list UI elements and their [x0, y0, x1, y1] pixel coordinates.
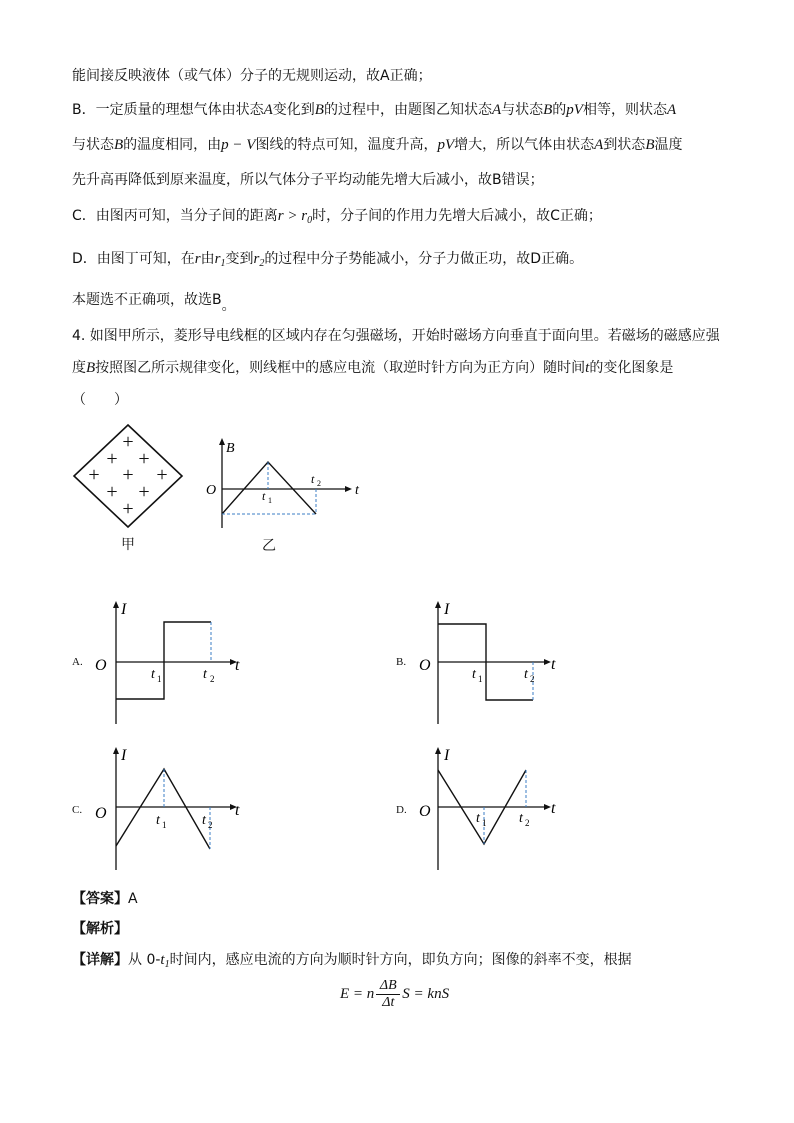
answer-line: 【答案】A — [72, 891, 138, 907]
svg-text:O: O — [95, 657, 107, 674]
question-4-stem: 4. 如图甲所示，菱形导电线框的区域内存在匀强磁场，开始时磁场方向垂直于面向里。若磁场的磁感应强 — [72, 328, 720, 344]
svg-text:t: t — [524, 667, 528, 682]
figure-yi-caption: 乙 — [262, 538, 276, 554]
svg-text:O: O — [95, 805, 107, 822]
svg-text:t: t — [472, 667, 476, 682]
svg-text:t: t — [151, 667, 155, 682]
svg-text:2: 2 — [210, 674, 215, 684]
option-B-graph[interactable] — [414, 596, 574, 728]
field-mark: + — [106, 481, 118, 503]
svg-text:B: B — [226, 441, 235, 456]
svg-text:1: 1 — [268, 496, 272, 505]
svg-text:O: O — [419, 657, 431, 674]
svg-text:1: 1 — [482, 818, 487, 828]
svg-text:t: t — [203, 667, 207, 682]
svg-text:I: I — [444, 601, 450, 618]
svg-text:t: t — [235, 802, 240, 819]
figure-jia-caption: 甲 — [121, 537, 135, 553]
svg-text:2: 2 — [317, 479, 321, 488]
solution-line-C: C．由图丙可知，当分子间的距离$r > r_0$时，分子间的作用力先增大后减小，故C正确； — [72, 208, 602, 226]
svg-text:1: 1 — [478, 674, 483, 684]
emf-formula: E = n ΔB Δt S = knS — [340, 978, 450, 1010]
svg-text:2: 2 — [208, 820, 213, 830]
b-curve — [222, 462, 316, 514]
svg-text:O: O — [206, 483, 217, 498]
svg-text:1: 1 — [157, 674, 162, 684]
field-mark: + — [88, 464, 100, 486]
svg-text:t: t — [311, 472, 315, 486]
svg-text:t: t — [235, 657, 240, 674]
figure-jia — [70, 422, 190, 532]
figure-yi — [200, 436, 370, 536]
solution-line-B2: 与状态B的温度相同，由p − V图线的特点可知，温度升高，pV增大，所以气体由状态A到状态B温度 — [72, 137, 683, 153]
option-D-label[interactable]: D. — [396, 804, 407, 816]
svg-text:2: 2 — [530, 674, 535, 684]
svg-text:I: I — [121, 747, 127, 764]
option-C-label[interactable]: C. — [72, 804, 83, 816]
question-4-choice-bracket: （ ） — [72, 392, 128, 408]
field-mark: + — [122, 431, 134, 453]
analysis-heading: 【解析】 — [72, 921, 128, 937]
field-mark: + — [156, 464, 168, 486]
svg-text:t: t — [355, 483, 359, 498]
svg-text:t: t — [262, 489, 266, 503]
field-mark: + — [106, 448, 118, 470]
svg-text:t: t — [519, 811, 523, 826]
svg-text:2: 2 — [525, 818, 530, 828]
svg-text:t: t — [156, 813, 160, 828]
svg-text:I: I — [121, 601, 127, 618]
svg-text:t: t — [202, 813, 206, 828]
svg-text:t: t — [551, 800, 556, 817]
solution-line-1: 能间接反映液体（或气体）分子的无规则运动，故A正确； — [72, 68, 432, 84]
detail-line: 【详解】从 $0-t_1$时间内，感应电流的方向为顺时针方向，即负方向；图像的斜率不变，根据 — [72, 952, 632, 970]
option-B-label[interactable]: B. — [396, 656, 407, 668]
option-D-graph[interactable] — [414, 742, 574, 872]
field-mark: + — [122, 464, 134, 486]
svg-text:1: 1 — [162, 820, 167, 830]
option-A-graph[interactable] — [92, 596, 252, 728]
solution-line-B1: B．一定质量的理想气体由状态A变化到B的过程中，由题图乙知状态A与状态B的pV相等，则状态A — [72, 102, 677, 118]
field-mark: + — [138, 481, 150, 503]
option-C-graph[interactable] — [92, 742, 252, 872]
field-crosses — [88, 431, 167, 520]
option-A-label[interactable]: A. — [72, 656, 83, 668]
field-mark: + — [122, 498, 134, 520]
question-4-stem-2: 度B按照图乙所示规律变化，则线框中的感应电流（取逆时针方向为正方向）随时间t的变化图象是 — [72, 360, 674, 376]
solution-conclusion: 本题选不正确项，故选B。 — [72, 292, 236, 314]
solution-line-B3: 先升高再降低到原来温度，所以气体分子平均动能先增大后减小，故B错误； — [72, 172, 544, 188]
svg-text:I: I — [444, 747, 450, 764]
svg-text:O: O — [419, 803, 431, 820]
svg-text:t: t — [551, 656, 556, 673]
svg-text:t: t — [476, 811, 480, 826]
solution-line-D: D．由图丁可知，在r由$r_1$变到$r_2$的过程中分子势能减小，分子力做正功，故D正确。 — [72, 251, 584, 269]
field-mark: + — [138, 448, 150, 470]
